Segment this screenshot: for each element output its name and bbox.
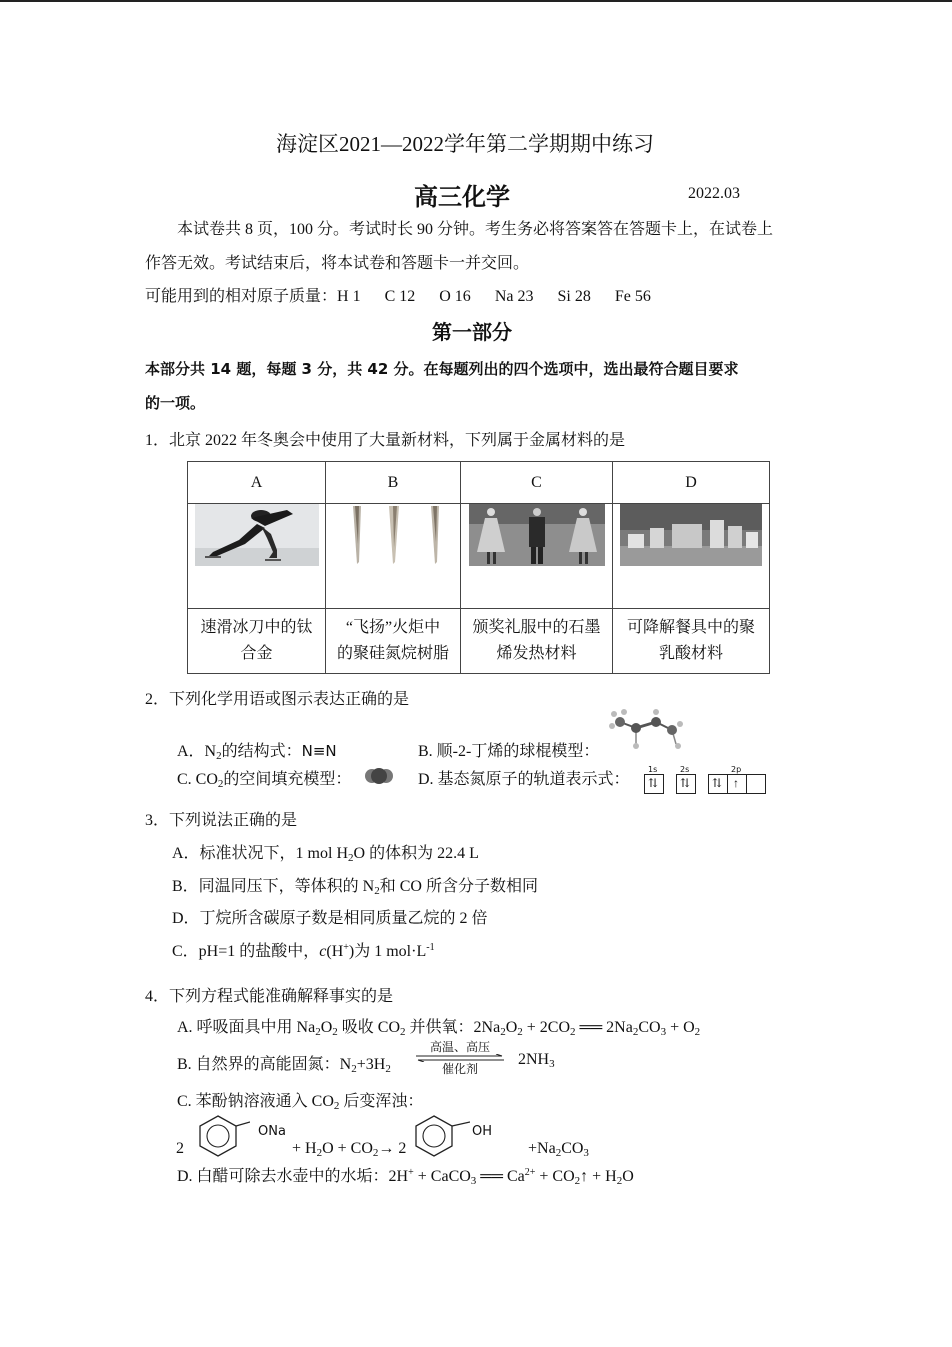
exam-date: 2022.03 <box>688 185 740 202</box>
benzene-ring-icon <box>194 1114 250 1158</box>
subject-title: 高三化学 <box>414 183 510 211</box>
mass-na: Na 23 <box>494 288 534 305</box>
q3-option-b: B．同温同压下，等体积的 $N_2$和 CO 所含分子数相同 <box>172 878 538 897</box>
option-a-letter: A <box>188 462 326 504</box>
option-b-image-cell <box>326 504 461 609</box>
q2-option-c: C. $CO_2$的空间填充模型： <box>177 771 352 790</box>
mass-o: O 16 <box>439 288 471 305</box>
reversible-arrow-icon <box>414 1054 506 1062</box>
q4-c-mid: + $H_2O + CO_2\to 2$ <box>292 1140 407 1159</box>
q4-c-group-oh: OH <box>472 1124 493 1139</box>
equilibrium-arrow <box>414 1040 506 1076</box>
q4-c-coef: 2 <box>176 1140 184 1157</box>
q1-options-table <box>187 461 770 674</box>
option-c-caption: 颁奖礼服中的石墨 烯发热材料 <box>461 609 613 674</box>
q4-b-product: $2NH_3$ <box>518 1051 555 1070</box>
mass-si: Si 28 <box>557 288 591 305</box>
q4-c-group-ona: ONa <box>258 1124 286 1139</box>
option-b-caption: “飞扬”火炬中 的聚硅氮烷树脂 <box>326 609 461 674</box>
q4-option-c: C. 苯酚钠溶液通入 $CO_2$ 后变浑浊： <box>177 1093 424 1112</box>
orbital-2p-2: ↑ <box>727 774 747 794</box>
option-c-letter: C <box>461 462 613 504</box>
nitrogen-orbital-diagram <box>644 765 765 794</box>
q2-stem: 2．下列化学用语或图示表达正确的是 <box>145 691 410 708</box>
part1-instr-2: 的一项。 <box>145 394 206 412</box>
q4-stem: 4．下列方程式能准确解释事实的是 <box>145 988 394 1005</box>
intro-line-2: 作答无效。考试结束后，将本试卷和答题卡一并交回。 <box>145 255 530 272</box>
option-c-image-cell <box>461 504 613 609</box>
co2-space-filling-model <box>364 764 394 788</box>
exam-title: 海淀区2021—2022学年第二学期期中练习 <box>276 132 654 156</box>
q2-option-d: D. 基态氮原子的轨道表示式： <box>418 771 630 788</box>
q4-c-product: $+Na_2CO_3$ <box>528 1140 589 1159</box>
q4-option-a: A. 呼吸面具中用 $Na_2O_2$ 吸收 $CO_2$ 并供氧：$2Na_2O_2 + 2CO_2$ ══ $2Na_2CO_3 + O_2$ <box>177 1019 701 1038</box>
mass-c: C 12 <box>384 288 416 305</box>
arrow-condition-bottom: 催化剂 <box>441 1062 478 1076</box>
q4-option-b: B. 自然界的高能固氮：$N_2+3H_2$ <box>177 1056 391 1075</box>
option-a-caption: 速滑冰刀中的钛 合金 <box>188 609 326 674</box>
mass-fe: Fe 56 <box>614 288 651 305</box>
intro-line-1: 本试卷共 8 页，100 分。考试时长 90 分钟。考生务必将答案答在答题卡上，在试卷上 <box>177 221 774 238</box>
orbital-2p-3 <box>746 774 766 794</box>
q3-option-c: C．pH=1 的盐酸中，c(H+)为 1 $mol\cdot L^{-1}$ <box>172 942 435 960</box>
mass-h: H 1 <box>337 288 361 305</box>
q3-option-a: A．标准状况下，1 mol $H_2O$ 的体积为 22.4 L <box>172 845 479 864</box>
tableware-photo <box>620 504 762 566</box>
q2-option-a: A．$N_2$的结构式：N≡N <box>177 742 337 762</box>
ceremony-dress-photo <box>469 504 605 566</box>
part1-title: 第一部分 <box>432 320 512 344</box>
arrow-condition-top: 高温、高压 <box>429 1040 490 1054</box>
option-d-letter: D <box>613 462 770 504</box>
option-a-image-cell <box>188 504 326 609</box>
phenol-ring-icon <box>410 1114 470 1158</box>
q1-stem: 1．北京 2022 年冬奥会中使用了大量新材料，下列属于金属材料的是 <box>145 432 626 449</box>
q3-stem: 3．下列说法正确的是 <box>145 812 298 829</box>
cis-2-butene-ball-stick-model <box>606 706 686 754</box>
torch-photo <box>331 504 455 566</box>
option-b-letter: B <box>326 462 461 504</box>
q3-option-d: D．丁烷所含碳原子数是相同质量乙烷的 2 倍 <box>172 910 488 927</box>
orbital-1s: 1s ⇅ <box>644 774 664 794</box>
atomic-mass-label: 可能用到的相对原子质量： <box>145 288 338 305</box>
q2-option-b: B. 顺-2-丁烯的球棍模型： <box>418 743 600 760</box>
q4-option-d: D. 白醋可除去水壶中的水垢：2H+ + CaCO$_3$ ══ $Ca^{2+}$ + $CO_2↑ + H_2O$ <box>177 1167 634 1187</box>
orbital-2s: 2s ⇅ <box>676 774 696 794</box>
speed-skater-photo <box>195 504 319 566</box>
orbital-2p-1: 2p ⇅ <box>708 774 728 794</box>
option-d-image-cell <box>613 504 770 609</box>
top-rule <box>0 0 952 2</box>
option-d-caption: 可降解餐具中的聚 乳酸材料 <box>613 609 770 674</box>
part1-instr-1: 本部分共 14 题，每题 3 分，共 42 分。在每题列出的四个选项中，选出最符合题目要求 <box>145 360 739 378</box>
atomic-mass-line <box>145 283 651 306</box>
